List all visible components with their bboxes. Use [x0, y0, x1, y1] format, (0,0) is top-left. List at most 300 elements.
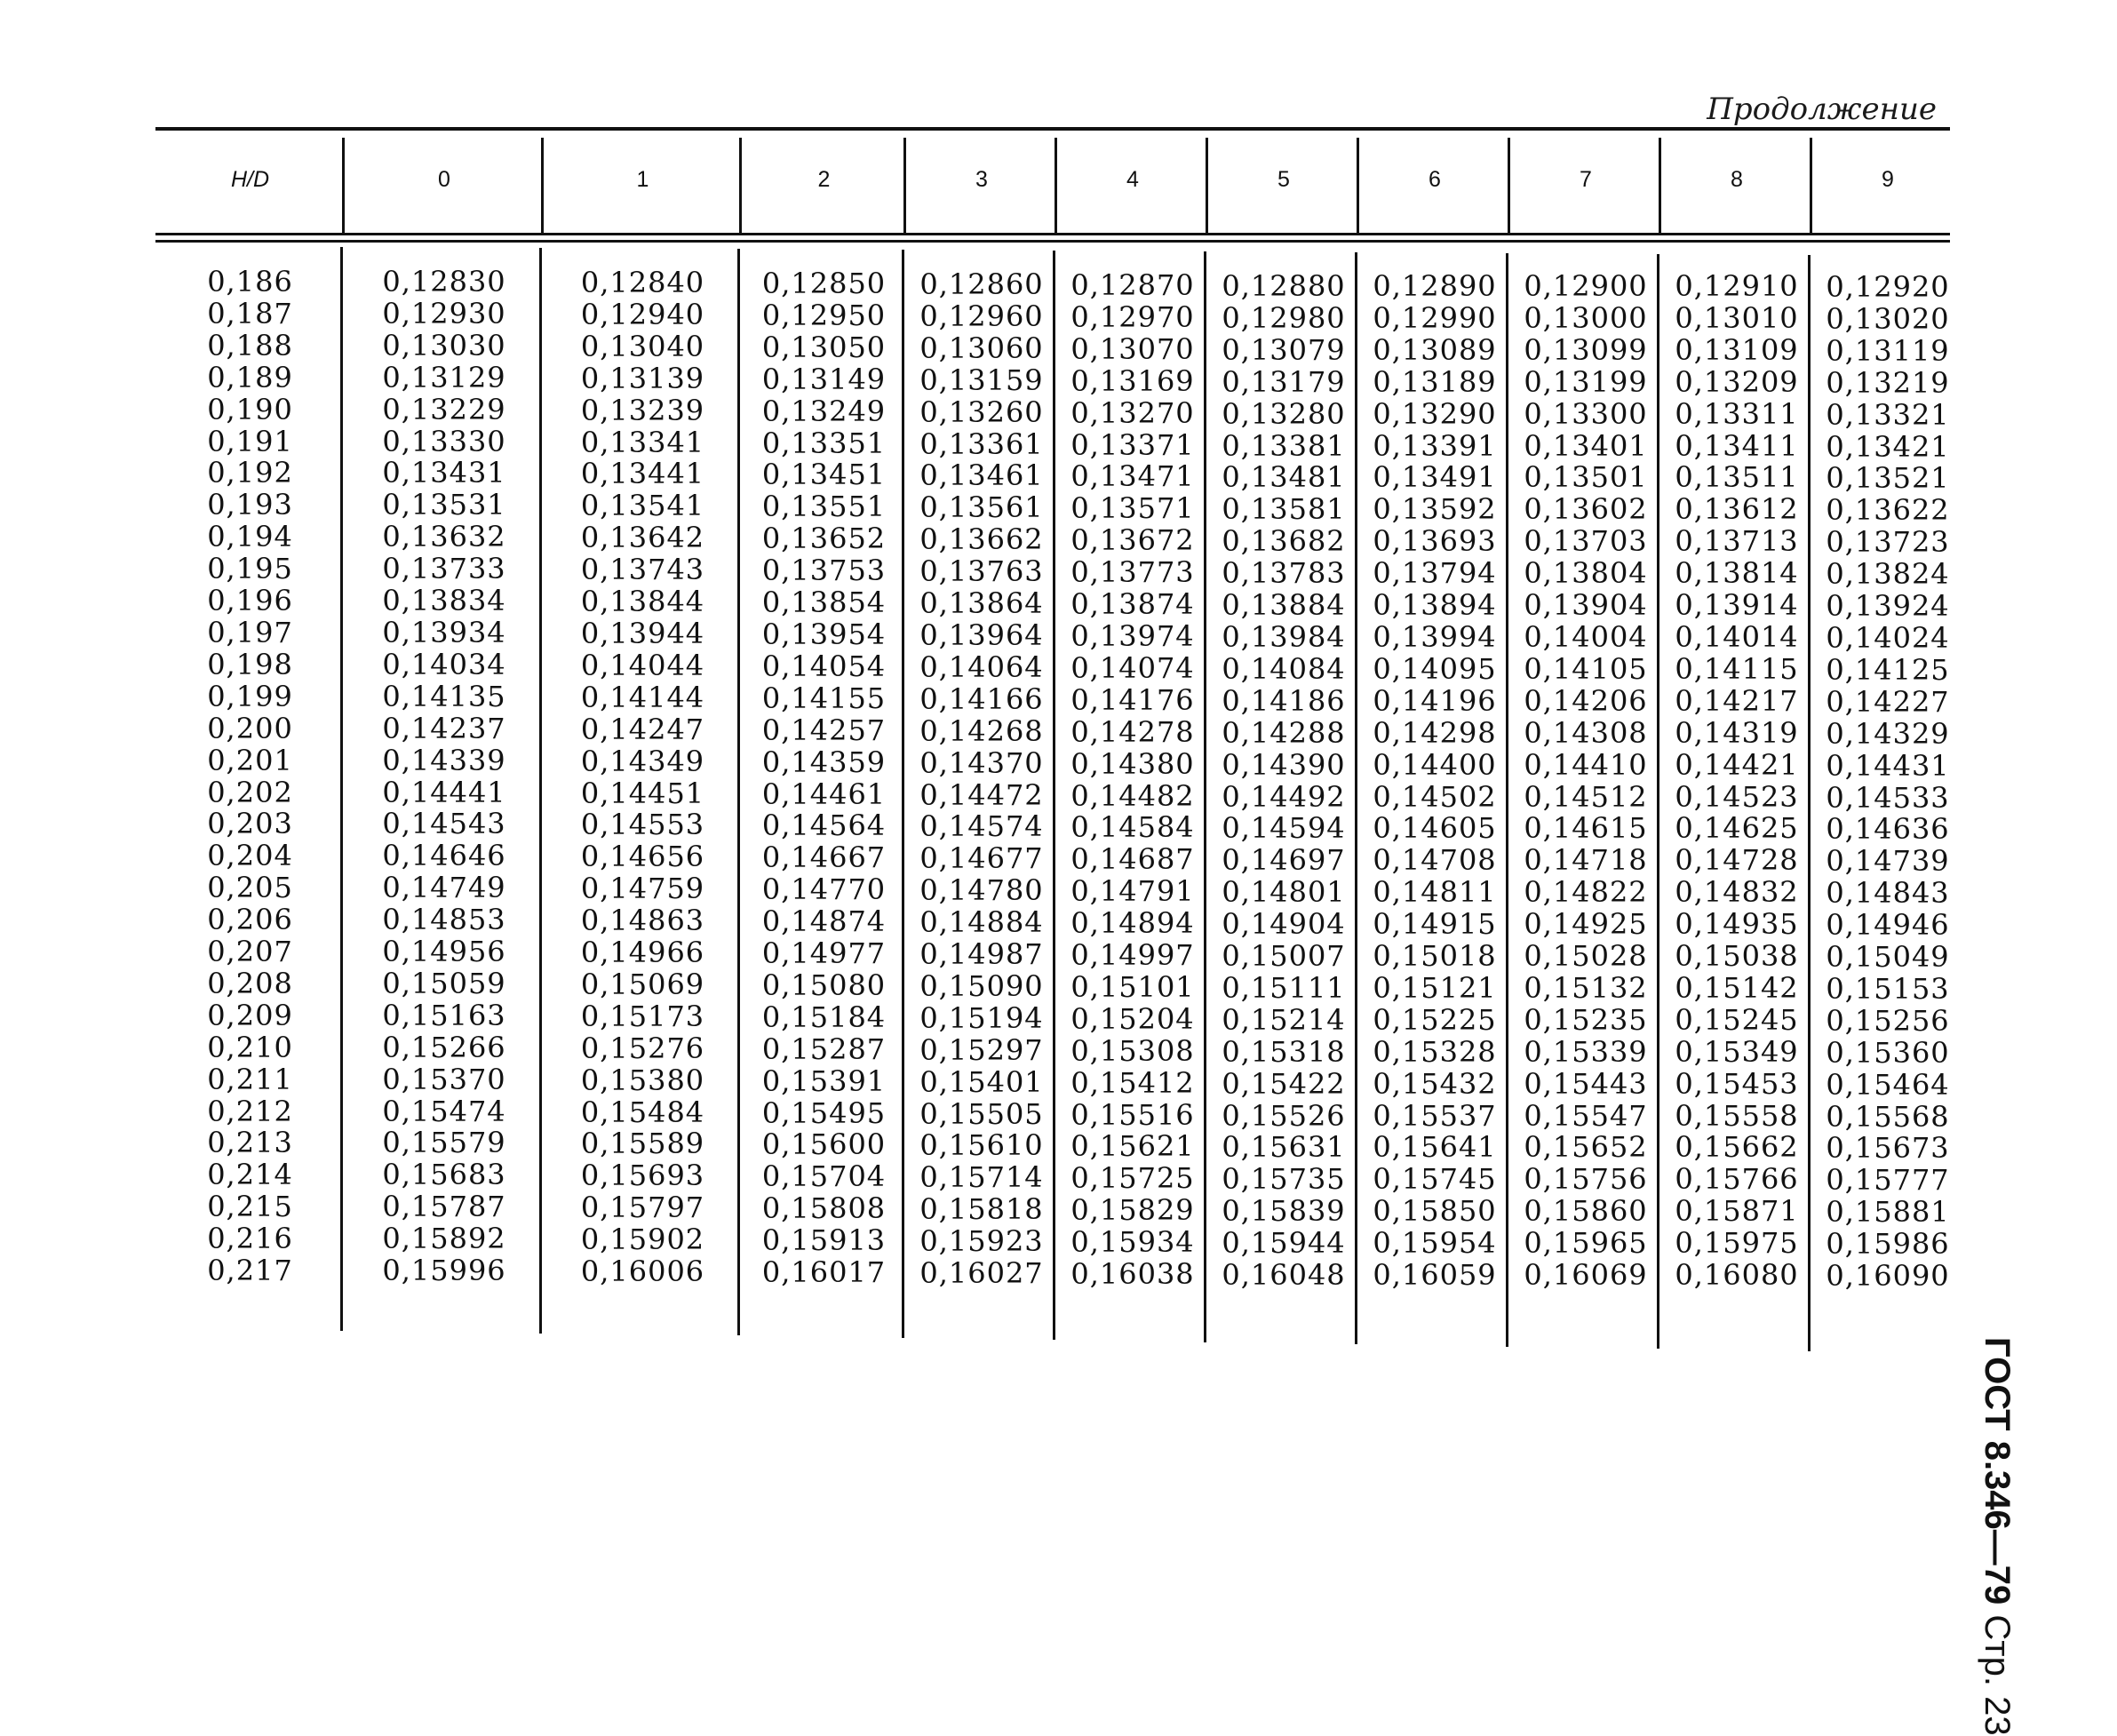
hd-value: 0,198	[207, 647, 293, 681]
hd-value: 0,195	[207, 552, 293, 586]
table-cell: 0,16080	[1675, 1258, 1799, 1293]
table-cell: 0,13159	[919, 362, 1044, 397]
column-header-9: 9	[1882, 167, 1894, 192]
hd-value: 0,203	[207, 807, 293, 841]
table-cell: 0,15818	[919, 1192, 1044, 1227]
table-cell: 0,16006	[580, 1254, 705, 1289]
table-cell: 0,13441	[580, 457, 705, 491]
table-cell: 0,15153	[1826, 971, 1950, 1006]
table-cell: 0,15318	[1222, 1034, 1346, 1069]
table-cell: 0,15516	[1070, 1097, 1195, 1132]
table-cell: 0,15986	[1826, 1227, 1950, 1262]
table-cell: 0,15453	[1675, 1066, 1799, 1101]
table-cell: 0,14044	[580, 648, 705, 682]
table-cell: 0,15662	[1675, 1130, 1799, 1165]
table-cell: 0,12980	[1222, 300, 1346, 335]
table-cell: 0,13361	[919, 426, 1044, 461]
hd-value: 0,187	[207, 296, 293, 330]
table-cell: 0,13904	[1524, 588, 1648, 623]
table-cell: 0,15214	[1222, 1002, 1346, 1037]
table-cell: 0,13541	[580, 489, 705, 523]
table-cell: 0,14329	[1826, 716, 1950, 751]
table-cell: 0,13642	[580, 521, 705, 555]
table-cell: 0,13824	[1826, 557, 1950, 592]
table-cell: 0,15631	[1222, 1130, 1346, 1165]
table-cell: 0,15018	[1373, 939, 1497, 974]
table-cell: 0,13381	[1222, 428, 1346, 463]
table-cell: 0,13290	[1373, 396, 1497, 431]
table-cell: 0,12920	[1826, 270, 1950, 304]
table-cell: 0,15173	[580, 999, 705, 1033]
hd-value: 0,213	[207, 1126, 293, 1160]
table-cell: 0,15777	[1826, 1163, 1950, 1198]
value-column-1	[544, 267, 742, 1288]
table-cell: 0,15225	[1373, 1002, 1497, 1037]
table-cell: 0,15266	[382, 1030, 506, 1064]
table-cell: 0,12860	[919, 267, 1044, 301]
table-cell: 0,15245	[1675, 1002, 1799, 1037]
hd-value: 0,188	[207, 328, 293, 362]
table-cell: 0,14512	[1524, 779, 1648, 814]
header-separator	[541, 138, 544, 234]
table-cell: 0,14935	[1675, 907, 1799, 942]
table-cell: 0,15339	[1524, 1034, 1648, 1069]
table-cell: 0,13189	[1373, 364, 1497, 399]
table-cell: 0,15860	[1524, 1194, 1648, 1229]
table-cell: 0,14125	[1826, 652, 1950, 687]
table-cell: 0,14176	[1070, 682, 1195, 717]
header-bottom-rule-2	[155, 240, 1950, 243]
table-cell: 0,15693	[580, 1159, 705, 1193]
hd-value: 0,186	[207, 265, 293, 299]
table-cell: 0,16059	[1373, 1258, 1497, 1293]
header-separator	[342, 138, 345, 234]
table-cell: 0,15069	[580, 967, 705, 1001]
table-cell: 0,13612	[1675, 492, 1799, 527]
table-cell: 0,15007	[1222, 939, 1346, 974]
table-cell: 0,14155	[761, 681, 887, 715]
table-cell: 0,15391	[761, 1063, 887, 1098]
column-header-8: 8	[1731, 167, 1743, 192]
table-cell: 0,14278	[1070, 714, 1195, 749]
column-header-0: 0	[438, 167, 450, 192]
table-cell: 0,15787	[382, 1190, 506, 1224]
table-cell: 0,13270	[1070, 395, 1195, 430]
table-cell: 0,14801	[1222, 875, 1346, 910]
table-cell: 0,15735	[1222, 1162, 1346, 1197]
table-cell: 0,14064	[919, 649, 1044, 684]
table-cell: 0,14492	[1222, 779, 1346, 814]
value-column-8	[1661, 271, 1812, 1292]
table-cell: 0,13551	[761, 490, 887, 524]
table-cell: 0,13814	[1675, 556, 1799, 591]
hd-value: 0,201	[207, 743, 293, 777]
table-cell: 0,13733	[382, 552, 506, 586]
table-cell: 0,14677	[919, 841, 1044, 876]
table-cell: 0,15725	[1070, 1161, 1195, 1196]
column-header-6: 6	[1429, 167, 1441, 192]
table-cell: 0,14884	[919, 905, 1044, 940]
table-cell: 0,14441	[382, 775, 506, 809]
table-cell: 0,14014	[1675, 619, 1799, 654]
table-cell: 0,13713	[1675, 524, 1799, 559]
table-cell: 0,14298	[1373, 715, 1497, 750]
table-cell: 0,15944	[1222, 1226, 1346, 1261]
hd-value: 0,189	[207, 360, 293, 394]
table-cell: 0,13602	[1524, 492, 1648, 527]
table-cell: 0,12890	[1373, 269, 1497, 303]
table-cell: 0,14863	[580, 904, 705, 938]
table-cell: 0,14843	[1826, 876, 1950, 911]
hd-value: 0,191	[207, 424, 293, 458]
table-cell: 0,15349	[1675, 1034, 1799, 1069]
table-cell: 0,14749	[382, 871, 506, 905]
table-cell: 0,14667	[761, 840, 887, 875]
table-cell: 0,13149	[761, 362, 887, 396]
table-cell: 0,14543	[382, 807, 506, 841]
table-cell: 0,13521	[1826, 461, 1950, 496]
table-cell: 0,13703	[1524, 524, 1648, 559]
table-cell: 0,13391	[1373, 428, 1497, 463]
table-cell: 0,14615	[1524, 811, 1648, 846]
table-cell: 0,14894	[1070, 906, 1195, 941]
table-cell: 0,15132	[1524, 970, 1648, 1005]
table-cell: 0,14904	[1222, 907, 1346, 942]
table-cell: 0,14687	[1070, 842, 1195, 877]
page-number: Стр. 23	[1978, 1614, 2017, 1736]
table-cell: 0,14533	[1826, 780, 1950, 815]
table-cell: 0,13914	[1675, 588, 1799, 623]
value-column-9	[1812, 272, 1963, 1293]
table-cell: 0,13330	[382, 424, 506, 458]
table-cell: 0,12840	[580, 266, 705, 299]
column-header-hd: H/D	[230, 167, 270, 192]
hd-value: 0,197	[207, 615, 293, 649]
table-cell: 0,15797	[580, 1191, 705, 1225]
table-cell: 0,14206	[1524, 683, 1648, 718]
table-cell: 0,14564	[761, 808, 887, 843]
hd-value: 0,205	[207, 871, 293, 905]
table-cell: 0,16069	[1524, 1258, 1648, 1293]
table-cell: 0,13311	[1675, 396, 1799, 431]
column-header-4: 4	[1126, 167, 1139, 192]
table-cell: 0,15934	[1070, 1225, 1195, 1260]
value-column-0	[345, 267, 544, 1287]
table-cell: 0,15287	[761, 1031, 887, 1066]
table-cell: 0,13974	[1070, 618, 1195, 653]
table-cell: 0,13109	[1675, 332, 1799, 367]
table-cell: 0,13743	[580, 553, 705, 587]
table-cell: 0,13280	[1222, 396, 1346, 431]
table-cell: 0,12930	[382, 296, 506, 330]
header-separator	[739, 138, 742, 234]
column-header-1: 1	[636, 167, 649, 192]
table-cell: 0,15028	[1524, 939, 1648, 974]
table-cell: 0,14421	[1675, 747, 1799, 782]
table-cell: 0,14853	[382, 903, 506, 937]
hd-value: 0,215	[207, 1190, 293, 1224]
table-cell: 0,15683	[382, 1158, 506, 1192]
table-cell: 0,13129	[382, 360, 506, 394]
table-cell: 0,15829	[1070, 1193, 1195, 1228]
table-cell: 0,14523	[1675, 779, 1799, 814]
table-cell: 0,14451	[580, 776, 705, 810]
hd-value: 0,211	[207, 1062, 293, 1096]
table-cell: 0,13000	[1524, 300, 1648, 335]
value-column-2	[742, 268, 906, 1289]
table-cell: 0,13209	[1675, 364, 1799, 399]
table-cell: 0,15558	[1675, 1098, 1799, 1133]
table-cell: 0,13089	[1373, 332, 1497, 367]
table-cell: 0,13481	[1222, 460, 1346, 495]
table-cell: 0,14390	[1222, 747, 1346, 782]
table-cell: 0,15673	[1826, 1131, 1950, 1166]
table-cell: 0,13622	[1826, 493, 1950, 528]
table-cell: 0,15049	[1826, 940, 1950, 975]
table-cell: 0,14257	[761, 713, 887, 747]
standard-number: ГОСТ 8.346—79	[1978, 1337, 2017, 1605]
table-cell: 0,13491	[1373, 460, 1497, 495]
table-cell: 0,15902	[580, 1222, 705, 1257]
value-column-5	[1208, 271, 1359, 1292]
table-cell: 0,12970	[1070, 299, 1195, 334]
table-cell: 0,13662	[919, 522, 1044, 557]
table-cell: 0,15038	[1675, 939, 1799, 974]
table-cell: 0,14874	[761, 904, 887, 939]
table-cell: 0,13511	[1675, 460, 1799, 495]
table-cell: 0,14997	[1070, 938, 1195, 973]
table-cell: 0,13592	[1373, 492, 1497, 527]
hd-column	[155, 267, 345, 1287]
table-cell: 0,12900	[1524, 269, 1648, 303]
table-cell: 0,15235	[1524, 1002, 1648, 1037]
hd-value: 0,212	[207, 1094, 293, 1128]
table-cell: 0,14625	[1675, 811, 1799, 846]
table-cell: 0,14697	[1222, 843, 1346, 878]
table-cell: 0,13471	[1070, 459, 1195, 494]
table-cell: 0,13652	[761, 522, 887, 556]
value-column-4	[1057, 270, 1208, 1291]
table-cell: 0,14288	[1222, 715, 1346, 750]
table-cell: 0,14074	[1070, 650, 1195, 685]
table-cell: 0,13924	[1826, 589, 1950, 624]
table-cell: 0,15163	[382, 998, 506, 1032]
table-cell: 0,14095	[1373, 651, 1497, 686]
hd-value: 0,206	[207, 903, 293, 937]
table-cell: 0,13010	[1675, 300, 1799, 335]
table-cell: 0,15380	[580, 1063, 705, 1097]
table-cell: 0,14946	[1826, 908, 1950, 943]
table-cell: 0,12960	[919, 299, 1044, 333]
table-cell: 0,15526	[1222, 1098, 1346, 1133]
hd-value: 0,210	[207, 1030, 293, 1064]
table-cell: 0,15996	[382, 1254, 506, 1288]
table-cell: 0,15839	[1222, 1194, 1346, 1229]
table-cell: 0,14584	[1070, 810, 1195, 845]
column-header-2: 2	[817, 167, 831, 192]
table-cell: 0,14646	[382, 839, 506, 873]
table-cell: 0,15600	[761, 1127, 887, 1162]
table-cell: 0,14472	[919, 777, 1044, 812]
table-cell: 0,14186	[1222, 683, 1346, 718]
header-separator	[1055, 138, 1057, 234]
table-cell: 0,15184	[761, 999, 887, 1034]
table-cell: 0,13723	[1826, 525, 1950, 560]
table-cell: 0,14553	[580, 808, 705, 842]
table-cell: 0,13844	[580, 585, 705, 619]
table-cell: 0,14811	[1373, 875, 1497, 910]
table-cell: 0,15745	[1373, 1162, 1497, 1197]
table-cell: 0,13050	[761, 330, 887, 364]
table-cell: 0,16048	[1222, 1258, 1346, 1293]
column-header-3: 3	[975, 167, 988, 192]
table-cell: 0,13040	[580, 329, 705, 363]
table-cell: 0,14925	[1524, 907, 1648, 942]
table-cell: 0,14780	[919, 873, 1044, 908]
table-cell: 0,15194	[919, 1000, 1044, 1035]
table-cell: 0,14319	[1675, 715, 1799, 750]
table-cell: 0,16027	[919, 1256, 1044, 1291]
column-header-7: 7	[1580, 167, 1592, 192]
table-cell: 0,15412	[1070, 1065, 1195, 1100]
table-cell: 0,15432	[1373, 1066, 1497, 1101]
table-cell: 0,15276	[580, 1031, 705, 1065]
table-cell: 0,14339	[382, 743, 506, 777]
table-cell: 0,14196	[1373, 683, 1497, 718]
table-cell: 0,13030	[382, 328, 506, 362]
table-cell: 0,13401	[1524, 428, 1648, 463]
table-cell: 0,14217	[1675, 683, 1799, 718]
table-cell: 0,15579	[382, 1126, 506, 1160]
table-cell: 0,13431	[382, 456, 506, 490]
table-cell: 0,15641	[1373, 1130, 1497, 1165]
table-cell: 0,14034	[382, 647, 506, 681]
table-cell: 0,14237	[382, 711, 506, 745]
table-cell: 0,14636	[1826, 812, 1950, 847]
table-cell: 0,12830	[382, 265, 506, 299]
table-cell: 0,15328	[1373, 1034, 1497, 1069]
table-cell: 0,13321	[1826, 397, 1950, 432]
table-cell: 0,13260	[919, 394, 1044, 429]
table-cell: 0,15871	[1675, 1194, 1799, 1229]
hd-value: 0,217	[207, 1254, 293, 1288]
table-cell: 0,13944	[580, 616, 705, 650]
table-cell: 0,15308	[1070, 1033, 1195, 1068]
table-cell: 0,14708	[1373, 843, 1497, 878]
table-cell: 0,15704	[761, 1159, 887, 1194]
table-cell: 0,13300	[1524, 396, 1648, 431]
table-cell: 0,13773	[1070, 555, 1195, 590]
table-cell: 0,13139	[580, 361, 705, 395]
table-cell: 0,14502	[1373, 779, 1497, 814]
hd-value: 0,208	[207, 966, 293, 1000]
table-cell: 0,13169	[1070, 363, 1195, 398]
table-cell: 0,13099	[1524, 332, 1648, 367]
table-cell: 0,13854	[761, 585, 887, 620]
hd-value: 0,190	[207, 392, 293, 426]
continuation-label: Продолжение	[1707, 92, 1937, 127]
table-cell: 0,13179	[1222, 364, 1346, 399]
table-cell: 0,13219	[1826, 365, 1950, 400]
table-cell: 0,14594	[1222, 811, 1346, 846]
header-separator	[1357, 138, 1359, 234]
table-cell: 0,14759	[580, 872, 705, 906]
table-cell: 0,14349	[580, 744, 705, 778]
hd-value: 0,196	[207, 584, 293, 618]
table-cell: 0,13794	[1373, 556, 1497, 591]
table-cell: 0,13421	[1826, 429, 1950, 464]
table-cell: 0,14574	[919, 809, 1044, 844]
table-cell: 0,15401	[919, 1064, 1044, 1099]
table-cell: 0,14084	[1222, 651, 1346, 686]
table-cell: 0,13753	[761, 553, 887, 588]
table-cell: 0,13020	[1826, 301, 1950, 336]
table-cell: 0,16017	[761, 1255, 887, 1290]
table-cell: 0,13501	[1524, 460, 1648, 495]
table-cell: 0,15913	[761, 1223, 887, 1258]
table-cell: 0,13964	[919, 617, 1044, 652]
hd-value: 0,200	[207, 711, 293, 745]
table-cell: 0,13561	[919, 490, 1044, 525]
table-cell: 0,15101	[1070, 969, 1195, 1004]
table-cell: 0,13239	[580, 393, 705, 427]
table-cell: 0,13341	[580, 425, 705, 459]
header-separator	[1508, 138, 1510, 234]
table-cell: 0,15111	[1222, 970, 1346, 1005]
table-cell: 0,15090	[919, 968, 1044, 1003]
hd-value: 0,207	[207, 935, 293, 969]
table-cell: 0,13874	[1070, 587, 1195, 622]
table-cell: 0,13571	[1070, 491, 1195, 526]
table-cell: 0,14915	[1373, 907, 1497, 942]
table-cell: 0,15360	[1826, 1035, 1950, 1070]
table-cell: 0,14410	[1524, 747, 1648, 782]
table-cell: 0,15422	[1222, 1066, 1346, 1101]
table-cell: 0,15443	[1524, 1066, 1648, 1101]
table-cell: 0,13864	[919, 586, 1044, 621]
table-cell: 0,14656	[580, 840, 705, 874]
table-cell: 0,15505	[919, 1096, 1044, 1131]
table-cell: 0,13632	[382, 520, 506, 554]
table-cell: 0,14728	[1675, 843, 1799, 878]
side-page-header	[1977, 1337, 2017, 1736]
table-cell: 0,14431	[1826, 748, 1950, 783]
table-cell: 0,13411	[1675, 428, 1799, 463]
table-cell: 0,14227	[1826, 684, 1950, 719]
hd-value: 0,204	[207, 839, 293, 873]
table-cell: 0,13954	[761, 617, 887, 651]
table-cell: 0,15881	[1826, 1195, 1950, 1230]
table-cell: 0,15537	[1373, 1098, 1497, 1133]
table-cell: 0,13060	[919, 330, 1044, 365]
table-cell: 0,13884	[1222, 588, 1346, 623]
table-cell: 0,13682	[1222, 524, 1346, 559]
table-cell: 0,14247	[580, 712, 705, 746]
value-column-7	[1510, 271, 1661, 1292]
table-cell: 0,15204	[1070, 1001, 1195, 1036]
table-cell: 0,14605	[1373, 811, 1497, 846]
table-cell: 0,13199	[1524, 364, 1648, 399]
table-cell: 0,13371	[1070, 427, 1195, 462]
table-cell: 0,13461	[919, 458, 1044, 493]
table-cell: 0,14461	[761, 776, 887, 811]
table-cell: 0,13581	[1222, 492, 1346, 527]
hd-value: 0,216	[207, 1222, 293, 1256]
table-cell: 0,15474	[382, 1094, 506, 1128]
table-cell: 0,15484	[580, 1095, 705, 1129]
table-cell: 0,15568	[1826, 1099, 1950, 1134]
table-cell: 0,14956	[382, 935, 506, 969]
